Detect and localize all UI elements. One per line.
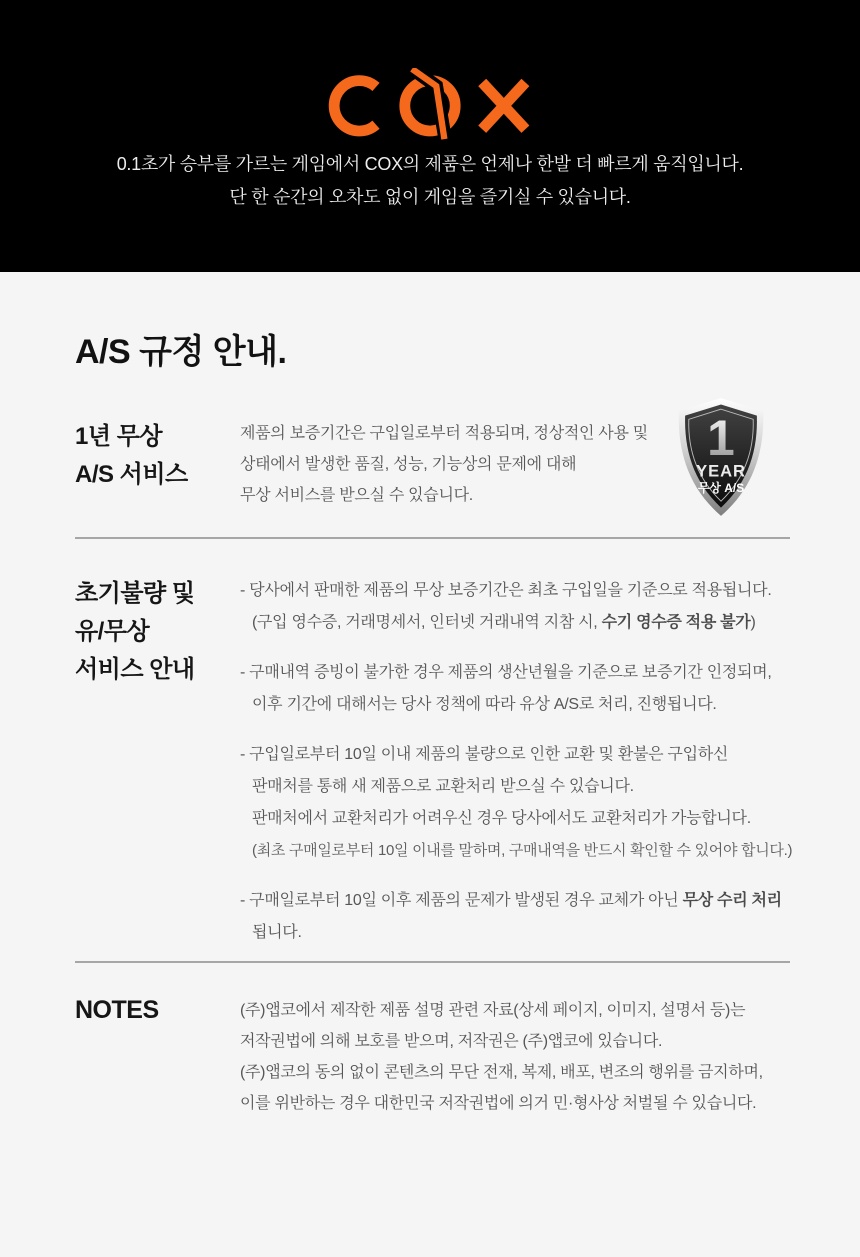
hero-header	[0, 0, 860, 272]
service-bullet-1: - 당사에서 판매한 제품의 무상 보증기간은 최초 구입일을 기준으로 적용됩니다. (구입 영수증, 거래명세서, 인터넷 거래내역 지참 시, 수기 영수증 적용 불가)	[240, 582, 772, 631]
warranty-body-line-3: 무상 서비스를 받으실 수 있습니다.	[240, 487, 473, 504]
badge-warranty-label: 무상 A/S	[697, 480, 745, 495]
tagline-line-2: 단 한 순간의 오차도 없이 게임을 즐기실 수 있습니다.	[229, 187, 631, 207]
service-bullet-3: - 구입일로부터 10일 이내 제품의 불량으로 인한 교환 및 환불은 구입하신 판매처를 통해 새 제품으로 교환처리 받으실 수 있습니다. 판매처에서 교환처리가 어려우신 경우 당사에서도 교환처리가 가능합니다. (최초 구매일로부터 10일 이내를 말하며, 구매내역을 반드시 확인할 수 있어야 합니다.)	[240, 746, 793, 859]
service-guide-title	[75, 575, 240, 949]
warranty-shield-badge	[675, 396, 767, 523]
warranty-section	[75, 410, 795, 511]
service-title-line-3: 서비스 안내	[75, 656, 195, 683]
notes-line-3: (주)앱코의 동의 없이 콘텐츠의 무단 전재, 복제, 배포, 변조의 행위를 금지하며,	[240, 1064, 763, 1081]
badge-year-label: YEAR	[696, 461, 746, 481]
policy-content	[0, 272, 860, 1119]
section-divider-1	[75, 537, 790, 539]
notes-line-1: (주)앱코에서 제작한 제품 설명 관련 자료(상세 페이지, 이미지, 설명서 등)는	[240, 1002, 746, 1019]
warranty-body-line-1: 제품의 보증기간은 구입일로부터 적용되며, 정상적인 사용 및	[240, 425, 648, 442]
badge-number: 1	[707, 410, 735, 467]
tagline-line-1: 0.1초가 승부를 가르는 게임에서 COX의 제품은 언제나 한발 더 빠르게 움직입니다.	[116, 154, 744, 174]
section-divider-2	[75, 961, 790, 963]
warranty-title-line-1: 1년 무상	[75, 423, 163, 450]
notes-title: NOTES	[75, 996, 159, 1024]
notes-section	[75, 995, 795, 1119]
notes-body	[240, 995, 795, 1119]
service-title-line-2: 유/무상	[75, 618, 150, 645]
notes-line-2: 저작권법에 의해 보호를 받으며, 저작권은 (주)앱코에 있습니다.	[240, 1033, 663, 1050]
cox-logo-icon	[320, 68, 540, 140]
service-title-line-1: 초기불량 및	[75, 580, 195, 607]
service-guide-section	[75, 575, 795, 949]
warranty-section-title	[75, 418, 240, 511]
shield-icon	[675, 396, 767, 518]
page-title: A/S 규정 안내.	[75, 333, 287, 371]
notes-line-4: 이를 위반하는 경우 대한민국 저작권법에 의거 민·형사상 처벌될 수 있습니다.	[240, 1095, 757, 1112]
service-guide-body	[240, 575, 795, 949]
service-bullet-2: - 구매내역 증빙이 불가한 경우 제품의 생산년월을 기준으로 보증기간 인정되며, 이후 기간에 대해서는 당사 정책에 따라 유상 A/S로 처리, 진행됩니다.	[240, 664, 772, 713]
warranty-body-line-2: 상태에서 발생한 품질, 성능, 기능상의 문제에 대해	[240, 456, 577, 473]
service-bullet-4: - 구매일로부터 10일 이후 제품의 문제가 발생된 경우 교체가 아닌 무상 수리 처리됩니다.	[240, 892, 782, 941]
hero-tagline	[0, 148, 860, 214]
warranty-title-line-2: A/S 서비스	[75, 461, 188, 488]
